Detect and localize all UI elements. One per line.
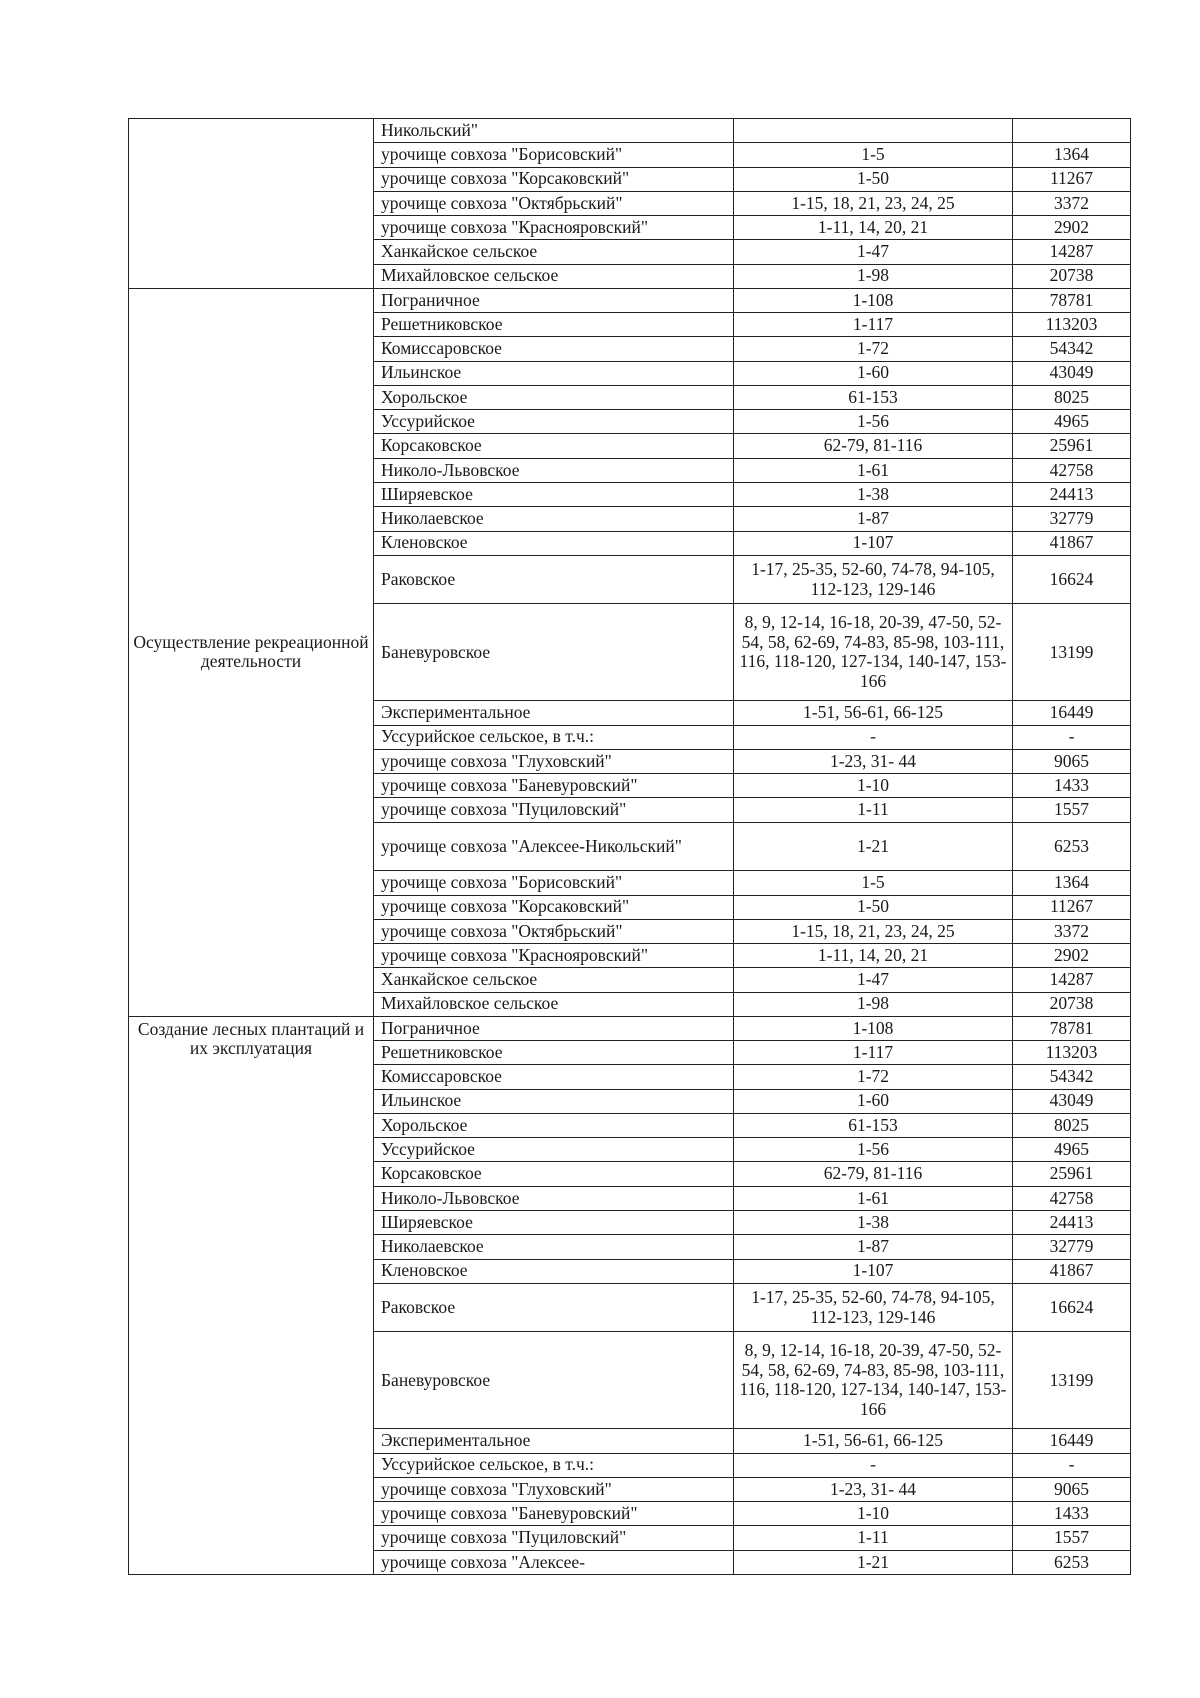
quarters-cell: 1-87 — [734, 1235, 1013, 1259]
quarters-cell: 1-10 — [734, 774, 1013, 798]
district-name-cell: урочище совхоза "Борисовский" — [374, 871, 734, 895]
district-name-cell: Николо-Львовское — [374, 1186, 734, 1210]
quarters-cell: 62-79, 81-116 — [734, 434, 1013, 458]
district-name-cell: урочище совхоза "Алексее-Никольский" — [374, 822, 734, 871]
district-name-cell: урочище совхоза "Октябрьский" — [374, 191, 734, 215]
district-name-cell: Уссурийское сельское, в т.ч.: — [374, 725, 734, 749]
quarters-cell: 1-51, 56-61, 66-125 — [734, 701, 1013, 725]
quarters-cell: - — [734, 1453, 1013, 1477]
area-cell: - — [1013, 725, 1131, 749]
area-cell: 6253 — [1013, 822, 1131, 871]
district-name-cell: урочище совхоза "Алексее- — [374, 1550, 734, 1574]
quarters-cell: 1-117 — [734, 313, 1013, 337]
area-cell: 16449 — [1013, 701, 1131, 725]
quarters-cell: 1-98 — [734, 992, 1013, 1016]
district-name-cell: Михайловское сельское — [374, 992, 734, 1016]
area-cell: 2902 — [1013, 944, 1131, 968]
quarters-cell: 1-61 — [734, 1186, 1013, 1210]
area-cell: 54342 — [1013, 1065, 1131, 1089]
area-cell: 24413 — [1013, 482, 1131, 506]
area-cell: 32779 — [1013, 1235, 1131, 1259]
area-cell: 1557 — [1013, 1526, 1131, 1550]
category-cell — [129, 119, 374, 289]
district-name-cell: Кленовское — [374, 531, 734, 555]
quarters-cell: 1-50 — [734, 895, 1013, 919]
quarters-cell: 1-11, 14, 20, 21 — [734, 944, 1013, 968]
quarters-cell: 1-56 — [734, 1138, 1013, 1162]
district-name-cell: урочище совхоза "Баневуровский" — [374, 774, 734, 798]
area-cell: 42758 — [1013, 1186, 1131, 1210]
district-name-cell: урочище совхоза "Краснояровский" — [374, 216, 734, 240]
district-name-cell: Никольский" — [374, 119, 734, 143]
table-row — [129, 119, 1131, 143]
area-cell: 113203 — [1013, 1041, 1131, 1065]
area-cell: 16624 — [1013, 1283, 1131, 1332]
quarters-cell: - — [734, 725, 1013, 749]
quarters-cell: 61-153 — [734, 1113, 1013, 1137]
district-name-cell: урочище совхоза "Краснояровский" — [374, 944, 734, 968]
quarters-cell: 61-153 — [734, 385, 1013, 409]
quarters-cell: 1-10 — [734, 1502, 1013, 1526]
area-cell: 54342 — [1013, 337, 1131, 361]
area-cell: 41867 — [1013, 1259, 1131, 1283]
category-cell: Создание лесных плантаций и их эксплуатация — [129, 1016, 374, 1574]
area-cell: 2902 — [1013, 216, 1131, 240]
quarters-cell: 1-17, 25-35, 52-60, 74-78, 94-105, 112-123, 129-146 — [734, 555, 1013, 604]
district-name-cell: Баневуровское — [374, 1332, 734, 1429]
area-cell: 20738 — [1013, 264, 1131, 288]
area-cell: 78781 — [1013, 1016, 1131, 1040]
quarters-cell: 1-51, 56-61, 66-125 — [734, 1429, 1013, 1453]
quarters-cell: 1-38 — [734, 482, 1013, 506]
area-cell: 25961 — [1013, 1162, 1131, 1186]
quarters-cell: 1-47 — [734, 968, 1013, 992]
area-cell: 42758 — [1013, 458, 1131, 482]
quarters-cell: 1-17, 25-35, 52-60, 74-78, 94-105, 112-123, 129-146 — [734, 1283, 1013, 1332]
area-cell: 8025 — [1013, 385, 1131, 409]
quarters-cell: 1-60 — [734, 361, 1013, 385]
district-name-cell: Раковское — [374, 555, 734, 604]
district-name-cell: Николо-Львовское — [374, 458, 734, 482]
area-cell: 3372 — [1013, 919, 1131, 943]
area-cell: 41867 — [1013, 531, 1131, 555]
area-cell: 14287 — [1013, 240, 1131, 264]
quarters-cell: 1-117 — [734, 1041, 1013, 1065]
area-cell: 32779 — [1013, 507, 1131, 531]
category-cell: Осуществление рекреационной деятельности — [129, 288, 374, 1016]
area-cell: 1433 — [1013, 1502, 1131, 1526]
district-name-cell: Ильинское — [374, 1089, 734, 1113]
district-name-cell: Хорольское — [374, 1113, 734, 1137]
district-name-cell: Корсаковское — [374, 434, 734, 458]
district-name-cell: Раковское — [374, 1283, 734, 1332]
forest-use-table — [128, 118, 1131, 1575]
district-name-cell: Ширяевское — [374, 482, 734, 506]
district-name-cell: Баневуровское — [374, 604, 734, 701]
quarters-cell: 1-108 — [734, 1016, 1013, 1040]
district-name-cell: Ильинское — [374, 361, 734, 385]
quarters-cell: 1-21 — [734, 1550, 1013, 1574]
quarters-cell: 1-5 — [734, 143, 1013, 167]
district-name-cell: Хорольское — [374, 385, 734, 409]
quarters-cell: 1-47 — [734, 240, 1013, 264]
quarters-cell: 1-11 — [734, 798, 1013, 822]
district-name-cell: урочище совхоза "Пуциловский" — [374, 798, 734, 822]
district-name-cell: Комиссаровское — [374, 1065, 734, 1089]
area-cell: 9065 — [1013, 1477, 1131, 1501]
district-name-cell: Пограничное — [374, 288, 734, 312]
district-name-cell: урочище совхоза "Глуховский" — [374, 1477, 734, 1501]
area-cell: 13199 — [1013, 604, 1131, 701]
quarters-cell: 1-50 — [734, 167, 1013, 191]
district-name-cell: Ханкайское сельское — [374, 240, 734, 264]
table-body — [129, 119, 1131, 1575]
district-name-cell: урочище совхоза "Корсаковский" — [374, 895, 734, 919]
area-cell — [1013, 119, 1131, 143]
district-name-cell: Ширяевское — [374, 1210, 734, 1234]
quarters-cell: 1-107 — [734, 1259, 1013, 1283]
quarters-cell: 1-15, 18, 21, 23, 24, 25 — [734, 919, 1013, 943]
table-row — [129, 1016, 1131, 1040]
area-cell: 1364 — [1013, 871, 1131, 895]
district-name-cell: Уссурийское — [374, 410, 734, 434]
area-cell: 1364 — [1013, 143, 1131, 167]
table-row — [129, 288, 1131, 312]
area-cell: 25961 — [1013, 434, 1131, 458]
quarters-cell — [734, 119, 1013, 143]
district-name-cell: Николаевское — [374, 1235, 734, 1259]
area-cell: 1433 — [1013, 774, 1131, 798]
quarters-cell: 8, 9, 12-14, 16-18, 20-39, 47-50, 52-54, 58, 62-69, 74-83, 85-98, 103-111, 116, 118-120, 127-134, 140-147, 153-166 — [734, 604, 1013, 701]
quarters-cell: 1-72 — [734, 1065, 1013, 1089]
area-cell: 9065 — [1013, 749, 1131, 773]
quarters-cell: 1-107 — [734, 531, 1013, 555]
area-cell: - — [1013, 1453, 1131, 1477]
district-name-cell: Экспериментальное — [374, 1429, 734, 1453]
quarters-cell: 1-5 — [734, 871, 1013, 895]
area-cell: 4965 — [1013, 1138, 1131, 1162]
area-cell: 43049 — [1013, 1089, 1131, 1113]
quarters-cell: 1-87 — [734, 507, 1013, 531]
area-cell: 78781 — [1013, 288, 1131, 312]
district-name-cell: Николаевское — [374, 507, 734, 531]
area-cell: 14287 — [1013, 968, 1131, 992]
district-name-cell: урочище совхоза "Корсаковский" — [374, 167, 734, 191]
district-name-cell: Корсаковское — [374, 1162, 734, 1186]
area-cell: 20738 — [1013, 992, 1131, 1016]
district-name-cell: Решетниковское — [374, 1041, 734, 1065]
area-cell: 11267 — [1013, 167, 1131, 191]
area-cell: 11267 — [1013, 895, 1131, 919]
quarters-cell: 1-56 — [734, 410, 1013, 434]
quarters-cell: 1-108 — [734, 288, 1013, 312]
area-cell: 3372 — [1013, 191, 1131, 215]
quarters-cell: 1-38 — [734, 1210, 1013, 1234]
quarters-cell: 1-11 — [734, 1526, 1013, 1550]
quarters-cell: 1-21 — [734, 822, 1013, 871]
area-cell: 6253 — [1013, 1550, 1131, 1574]
quarters-cell: 1-60 — [734, 1089, 1013, 1113]
area-cell: 43049 — [1013, 361, 1131, 385]
district-name-cell: Экспериментальное — [374, 701, 734, 725]
area-cell: 13199 — [1013, 1332, 1131, 1429]
district-name-cell: Уссурийское — [374, 1138, 734, 1162]
district-name-cell: Пограничное — [374, 1016, 734, 1040]
district-name-cell: Кленовское — [374, 1259, 734, 1283]
area-cell: 113203 — [1013, 313, 1131, 337]
quarters-cell: 1-72 — [734, 337, 1013, 361]
district-name-cell: урочище совхоза "Баневуровский" — [374, 1502, 734, 1526]
area-cell: 16624 — [1013, 555, 1131, 604]
district-name-cell: Ханкайское сельское — [374, 968, 734, 992]
district-name-cell: Решетниковское — [374, 313, 734, 337]
quarters-cell: 1-11, 14, 20, 21 — [734, 216, 1013, 240]
area-cell: 24413 — [1013, 1210, 1131, 1234]
quarters-cell: 1-61 — [734, 458, 1013, 482]
quarters-cell: 1-23, 31- 44 — [734, 1477, 1013, 1501]
district-name-cell: урочище совхоза "Борисовский" — [374, 143, 734, 167]
district-name-cell: урочище совхоза "Октябрьский" — [374, 919, 734, 943]
district-name-cell: урочище совхоза "Пуциловский" — [374, 1526, 734, 1550]
quarters-cell: 1-15, 18, 21, 23, 24, 25 — [734, 191, 1013, 215]
district-name-cell: Комиссаровское — [374, 337, 734, 361]
district-name-cell: Михайловское сельское — [374, 264, 734, 288]
quarters-cell: 1-23, 31- 44 — [734, 749, 1013, 773]
area-cell: 8025 — [1013, 1113, 1131, 1137]
area-cell: 16449 — [1013, 1429, 1131, 1453]
quarters-cell: 1-98 — [734, 264, 1013, 288]
district-name-cell: Уссурийское сельское, в т.ч.: — [374, 1453, 734, 1477]
quarters-cell: 62-79, 81-116 — [734, 1162, 1013, 1186]
area-cell: 4965 — [1013, 410, 1131, 434]
area-cell: 1557 — [1013, 798, 1131, 822]
quarters-cell: 8, 9, 12-14, 16-18, 20-39, 47-50, 52-54, 58, 62-69, 74-83, 85-98, 103-111, 116, 118-120, 127-134, 140-147, 153-166 — [734, 1332, 1013, 1429]
district-name-cell: урочище совхоза "Глуховский" — [374, 749, 734, 773]
